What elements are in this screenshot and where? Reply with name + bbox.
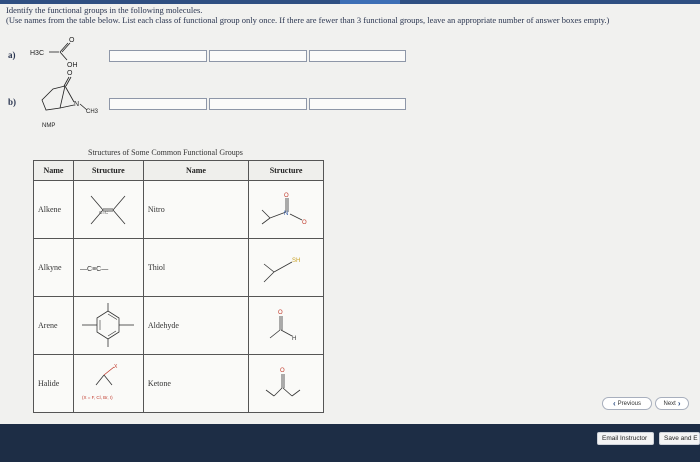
molecule-a-o: O — [69, 37, 75, 44]
save-and-exit-button[interactable]: Save and E — [659, 432, 700, 445]
table-row — [34, 297, 324, 355]
table-row — [34, 239, 324, 297]
answer-b-2[interactable] — [209, 98, 307, 110]
molecule-b-n: N — [74, 101, 80, 108]
halide-note: (X = F, Cl, Br, I) — [82, 394, 113, 400]
bottom-bar — [0, 424, 700, 462]
answer-b-3[interactable] — [309, 98, 406, 110]
answer-a-2[interactable] — [209, 50, 307, 62]
row-ketone-name: Ketone — [143, 355, 248, 413]
table-header-row — [34, 161, 324, 181]
alkene-text: C=C — [99, 209, 109, 215]
previous-label: Previous — [617, 400, 641, 407]
molecule-b-nmp: NMP — [42, 123, 56, 129]
header-name-left: Name — [34, 161, 74, 181]
row-thiol-name: Thiol — [143, 239, 248, 297]
halide-x: X — [114, 363, 118, 370]
answer-a-3[interactable] — [309, 50, 406, 62]
next-button[interactable] — [655, 397, 689, 410]
alkyne-structure — [73, 239, 143, 297]
aldehyde-structure — [249, 297, 324, 355]
email-instructor-button[interactable]: Email Instructor — [597, 432, 654, 445]
answer-a-1[interactable] — [109, 50, 207, 62]
instructions-line-1: Identify the functional groups in the following molecules. — [6, 5, 203, 15]
top-bar-tab — [340, 0, 400, 4]
header-structure-right: Structure — [249, 161, 324, 181]
instructions-line-2: (Use names from the table below. List each class of functional group only once. If there are fewer than 3 functional groups, leave an appropriate number of answer boxes empty.) — [6, 15, 610, 25]
header-structure-left: Structure — [73, 161, 143, 181]
chevron-left-icon: ‹ — [612, 399, 616, 408]
thiol-sh: SH — [292, 257, 301, 264]
nitro-n: N — [284, 210, 289, 217]
aldehyde-h: H — [292, 335, 297, 342]
nitro-o-right: O — [302, 219, 307, 226]
nitro-structure — [249, 181, 324, 239]
answer-b-1[interactable] — [109, 98, 207, 110]
arene-structure — [73, 297, 143, 355]
molecule-a-oh: OH — [67, 62, 78, 69]
row-aldehyde-name: Aldehyde — [143, 297, 248, 355]
table-row — [34, 181, 324, 239]
molecule-b-structure — [30, 66, 100, 130]
functional-groups-table — [33, 160, 324, 413]
next-label: Next — [663, 400, 676, 407]
row-nitro-name: Nitro — [143, 181, 248, 239]
molecule-b-ch3: CH3 — [86, 109, 99, 115]
alkene-structure — [73, 181, 143, 239]
chevron-right-icon: › — [677, 399, 681, 408]
question-b-label: b) — [8, 97, 17, 107]
instructions — [6, 5, 609, 25]
thiol-structure — [249, 239, 324, 297]
header-name-right: Name — [143, 161, 248, 181]
aldehyde-o: O — [278, 309, 283, 316]
table-row — [34, 355, 324, 413]
row-alkene-name: Alkene — [34, 181, 74, 239]
alkyne-text: —C≡C— — [80, 265, 109, 273]
row-halide-name: Halide — [34, 355, 74, 413]
row-arene-name: Arene — [34, 297, 74, 355]
ketone-o: O — [280, 367, 285, 374]
previous-button[interactable] — [602, 397, 652, 410]
question-a-label: a) — [8, 50, 16, 60]
nitro-o-top: O — [284, 192, 289, 199]
halide-structure — [73, 355, 143, 413]
molecule-a-h3c: H3C — [30, 50, 45, 57]
row-alkyne-name: Alkyne — [34, 239, 74, 297]
molecule-b-o: O — [67, 70, 73, 77]
table-title: Structures of Some Common Functional Groups — [88, 148, 243, 157]
ketone-structure — [249, 355, 324, 413]
